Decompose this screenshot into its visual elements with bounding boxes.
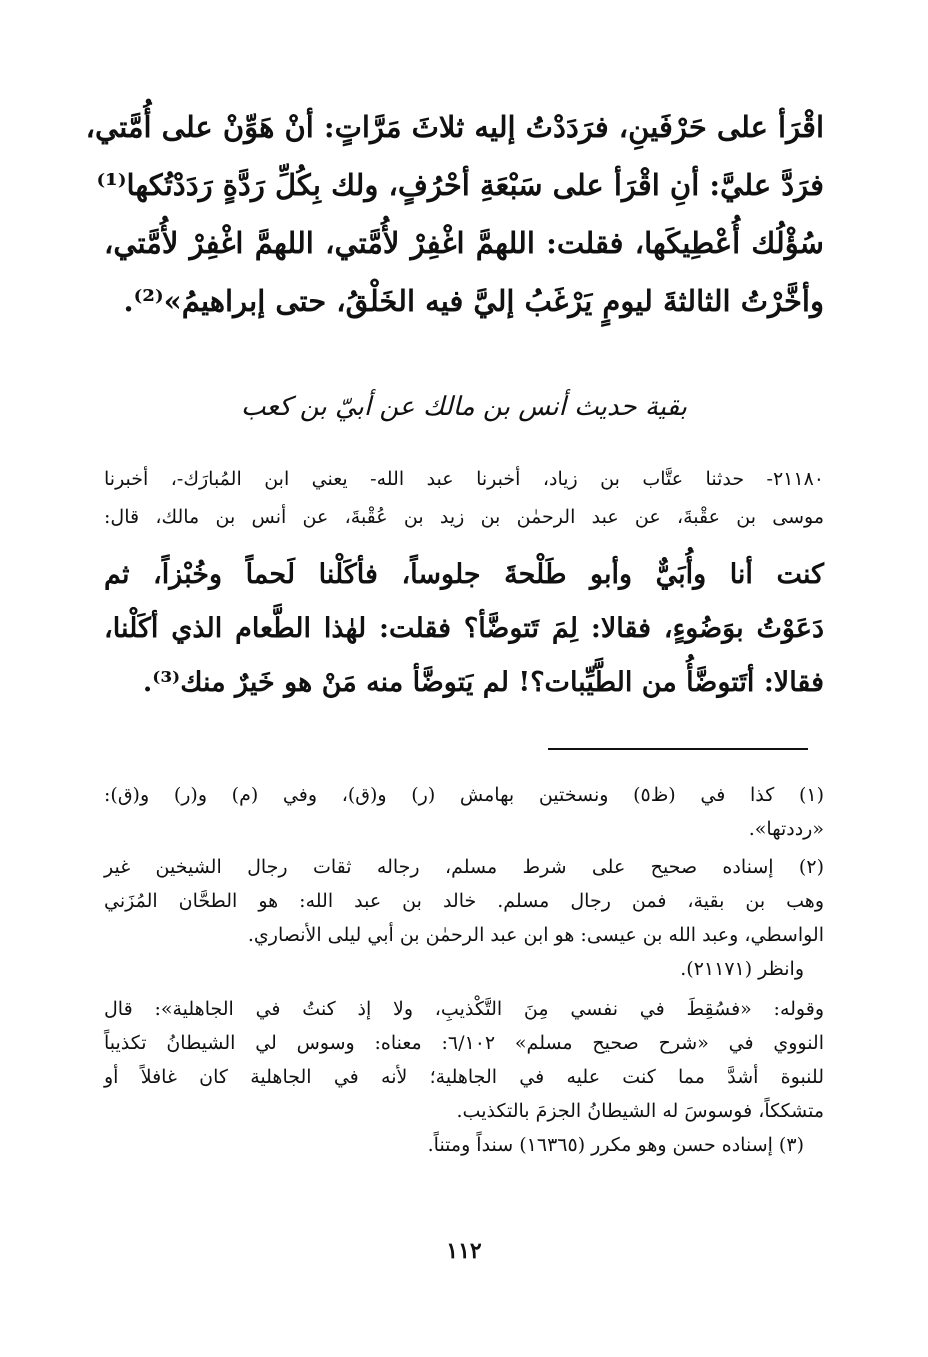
text-line: وانظر (٢١١٧١). (680, 958, 804, 980)
text-line: (٢) إسناده صحيح على شرط مسلم، رجاله ثقات رجال الشيخين غير (104, 856, 824, 878)
text-line: سُؤْلُك أُعْطِيكَها، فقلت: اللهمَّ اغْفِرْ لأُمَّتي، اللهمَّ اغْفِرْ لأُمَّتي، (104, 226, 824, 260)
text-line: دَعَوْتُ بوَضُوءٍ، فقالا: لِمَ تَتوضَّأ؟ فقلت: لهٰذا الطَّعام الذي أكَلْنا، (104, 613, 824, 644)
footnote-2-continuation (104, 992, 824, 1128)
text-line: فرَدَّ عليَّ: أنِ اقْرَأ على سَبْعَةِ أحْرُفٍ، ولك بِكُلِّ رَدَّةٍ رَدَدْتُكها⁽¹⁾ (96, 168, 824, 202)
text-line: للنبوة أشدَّ مما كنت عليه في الجاهلية؛ لأنه في الجاهلية كان غافلاً أو (104, 1066, 824, 1088)
section-heading: بقية حديث أنس بن مالك عن أبيّ بن كعب (240, 392, 687, 422)
text-line: موسى بن عقْبةَ، عن عبد الرحمٰن بن زيد بن عُقْبةَ، عن أنس بن مالك، قال: (104, 506, 824, 528)
text-line: ٢١١٨٠- حدثنا عتَّاب بن زياد، أخبرنا عبد الله- يعني ابن المُبارَك-، أخبرنا (104, 468, 824, 490)
text-line: (١) كذا في (ظ٥) ونسختين بهامش (ر) و(ق)، وفي (م) و(ر) و(ق): (104, 784, 825, 806)
text-line: النووي في «شرح صحيح مسلم» ٦/١٠٢: معناه: وسوس لي الشيطانُ تكذيباً (104, 1032, 824, 1054)
footnotes (104, 778, 824, 1162)
text-line: متشككاً، فوسوسَ له الشيطانُ الجزمَ بالتكذيب. (456, 1100, 824, 1122)
page-number: ١١٢ (446, 1238, 482, 1264)
text-line: «رددتها». (748, 818, 824, 840)
text-line: اقْرَأ على حَرْفَينِ، فرَدَدْتُ إليه ثلاثَ مَرَّاتٍ: أنْ هَوِّنْ على أُمَّتي، (85, 110, 824, 144)
text-line: كنت أنا وأُبَيٌّ وأبو طَلْحةَ جلوساً، فأكَلْنا لَحماً وخُبْزاً، ثم (104, 559, 824, 590)
text-line: وقوله: «فسُقِطَ في نفسي مِنَ التَّكْذيبِ، ولا إذ كنتُ في الجاهلية»: قال (104, 998, 824, 1020)
footnote-2 (104, 850, 824, 986)
top-paragraph (85, 98, 824, 330)
text-line: وهب بن بقية، فمن رجال مسلم. خالد بن عبد الله: هو الطحَّان المُزَني (104, 890, 824, 912)
footnote-separator (548, 748, 808, 750)
text-line: فقالا: أتَتوضَّأُ من الطَّيِّبات؟! لم يَتوضَّأ منه مَنْ هو خَيرٌ منك⁽³⁾. (142, 667, 824, 698)
text-line: الواسطي، وعبد الله بن عيسى: هو ابن عبد الرحمٰن بن أبي ليلى الأنصاري. (247, 924, 824, 946)
hadith-isnad (104, 460, 824, 536)
text-line: وأخَّرْتُ الثالثةَ ليومٍ يَرْغَبُ إليَّ فيه الخَلْقُ، حتى إبراهيمُ»⁽²⁾. (123, 284, 824, 318)
footnote-3 (104, 1128, 824, 1162)
text-line: (٣) إسناده حسن وهو مكرر (١٦٣٦٥) سنداً ومتناً. (427, 1134, 804, 1156)
footnote-1 (104, 778, 824, 846)
hadith-matn (104, 548, 824, 710)
